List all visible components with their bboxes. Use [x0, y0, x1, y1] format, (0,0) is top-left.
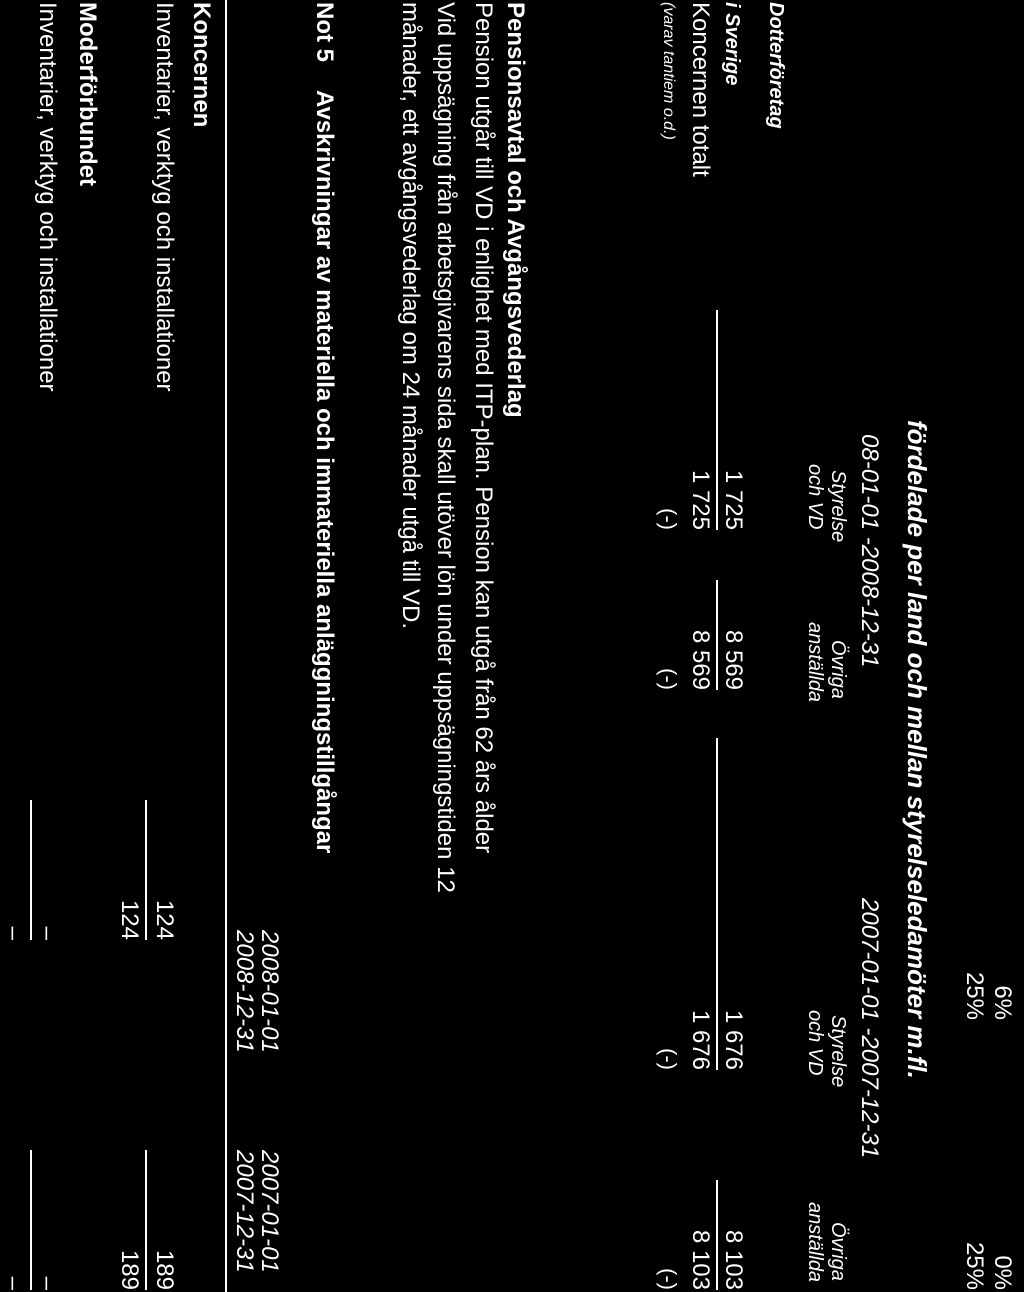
group-rule-2007: [145, 1150, 147, 1290]
col-board-2008-l2: och VD: [804, 464, 826, 530]
col-other-2008-l2: anställda: [804, 622, 826, 703]
col-board-2008-l1: Styrelse: [827, 470, 849, 543]
tantiem-2008-other: (-): [656, 668, 681, 690]
parent-item-label: Inventarier, verktyg och installationer: [34, 2, 61, 392]
note5-number: Not 5: [311, 2, 338, 62]
total-2007-other: 8 103: [687, 1229, 714, 1290]
col-other-2007-l2: anställda: [804, 1202, 826, 1283]
note5-col2007-l2: 2007-12-31: [231, 1150, 258, 1273]
pct-2008-row1: 6%: [989, 985, 1016, 1020]
note5-header-rule: [225, 0, 227, 1292]
pct-2007-row2: 25%: [961, 1241, 988, 1290]
distribution-title: fördelade per land och mellan styrelseledamöter m.fl.: [902, 420, 932, 1079]
tantiem-2008-board: (-): [656, 508, 681, 530]
col-other-2007-l1: Övriga: [827, 1222, 849, 1281]
pension-heading: Pensionsavtal och Avgångsvederlag: [502, 2, 529, 418]
note5-col2007-l1: 2007-01-01: [256, 1150, 283, 1273]
parent-heading: Moderförbundet: [74, 2, 101, 186]
row-label-koncernen-totalt: Koncernen totalt: [687, 2, 714, 177]
rule-2007-board: [716, 738, 718, 1070]
sverige-2008-other: 8 569: [720, 629, 747, 690]
rule-2007-other: [716, 1180, 718, 1290]
parent-total-2008: –: [0, 926, 27, 940]
sverige-2008-board: 1 725: [720, 469, 747, 530]
parent-total-2007: –: [0, 1276, 27, 1290]
rule-2008-board: [716, 310, 718, 530]
group-item-label: Inventarier, verktyg och installationer: [151, 2, 178, 392]
group-item-2008: 124: [151, 899, 178, 940]
parent-item-2008: –: [34, 926, 61, 940]
pension-line3: månader, ett avgångsvederlag om 24 månader utgå till VD.: [397, 2, 424, 630]
group-total-2008: 124: [116, 899, 143, 940]
tantiem-2007-board: (-): [656, 1048, 681, 1070]
total-2008-board: 1 725: [687, 469, 714, 530]
sverige-2007-board: 1 676: [720, 1009, 747, 1070]
rule-2008-other: [716, 580, 718, 690]
pct-2007-row1: 0%: [989, 1255, 1016, 1290]
col-board-2007-l2: och VD: [804, 1010, 826, 1076]
tantiem-2007-other: (-): [656, 1268, 681, 1290]
note5-title: Avskrivningar av materiella och immateriella anläggningstillgångar: [311, 90, 338, 854]
note5-col2008-l1: 2008-01-01: [256, 930, 283, 1053]
col-board-2007-l1: Styrelse: [827, 1015, 849, 1088]
note5-col2008-l2: 2008-12-31: [231, 930, 258, 1053]
group-heading: Koncernen: [188, 2, 215, 128]
period-2008: 08-01-01 -2008-12-31: [856, 434, 883, 668]
sub-heading-sverige: i Sverige: [721, 2, 743, 86]
group-item-2007: 189: [151, 1249, 178, 1290]
total-2007-board: 1 676: [687, 1009, 714, 1070]
group-rule-2008: [145, 800, 147, 940]
parent-rule-2007: [30, 1150, 32, 1290]
parent-rule-2008: [30, 800, 32, 940]
col-other-2008-l1: Övriga: [827, 640, 849, 699]
period-2007: 2007-01-01 -2007-12-31: [856, 898, 883, 1159]
pct-2008-row2: 25%: [961, 971, 988, 1020]
parent-item-2007: –: [34, 1276, 61, 1290]
section-dotterforetag: Dotterföretag: [765, 2, 787, 129]
row-label-tantiem: (varav tantiem o.d.): [660, 2, 677, 140]
pension-line1: Pension utgår till VD i enlighet med ITP-plan. Pension kan utgå från 62 års ålder: [470, 2, 497, 854]
pension-line2: Vid uppsägning från arbetsgivarens sida skall utöver lön under uppsägningstiden 12: [432, 2, 459, 893]
total-2008-other: 8 569: [687, 629, 714, 690]
group-total-2007: 189: [116, 1249, 143, 1290]
sverige-2007-other: 8 103: [720, 1229, 747, 1290]
